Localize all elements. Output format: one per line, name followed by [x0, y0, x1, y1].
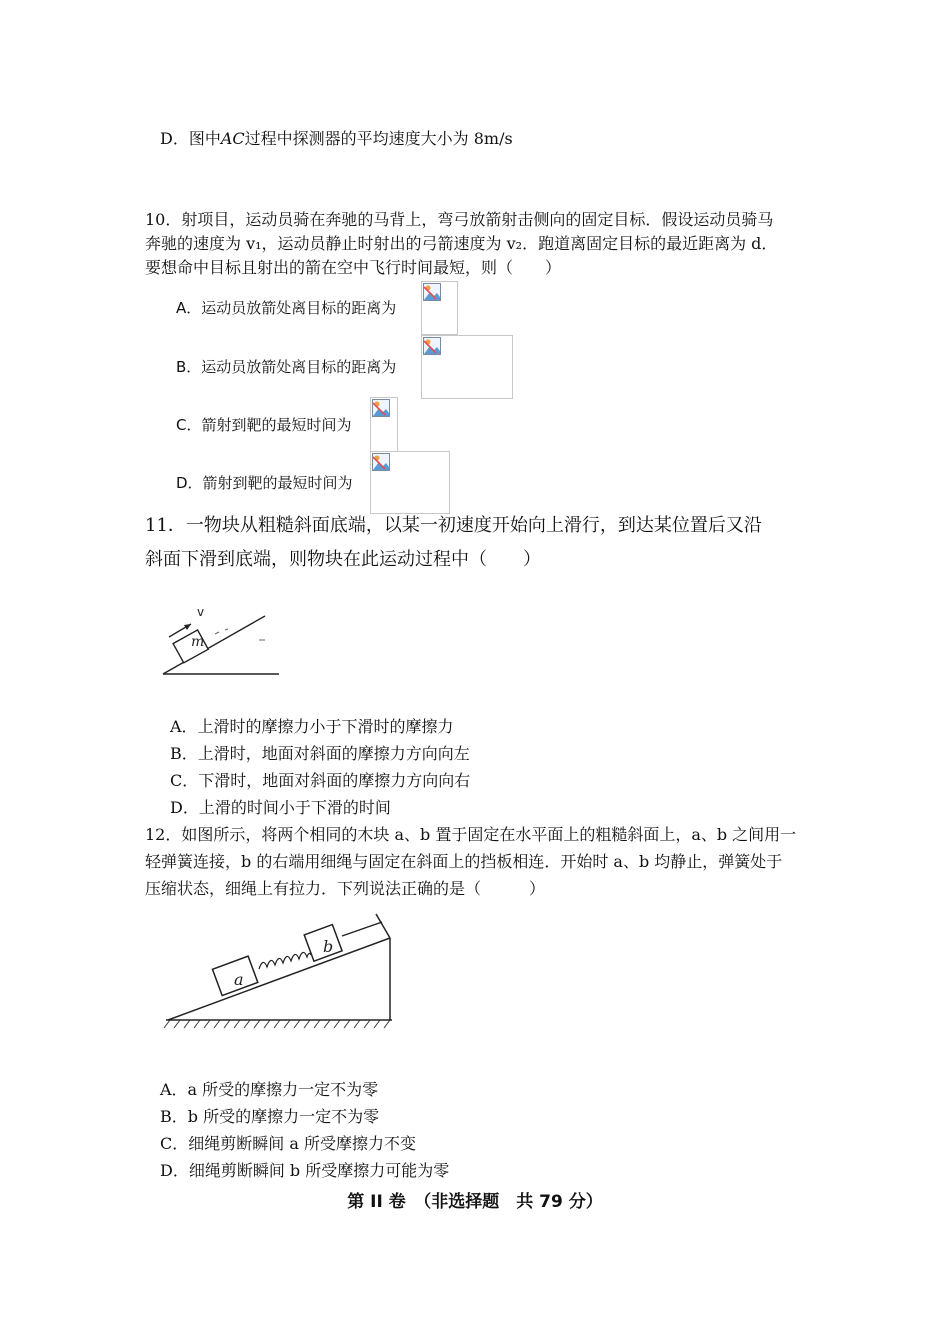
- broken-image-icon: [423, 337, 441, 355]
- section-heading: 第 II 卷 （非选择题 共 79 分）: [347, 1192, 603, 1212]
- q11-stem-line-2: 斜面下滑到底端，则物块在此运动过程中（ ）: [145, 549, 541, 570]
- q11-option-d: D．上滑的时间小于下滑的时间: [170, 798, 391, 817]
- block-m-label: m: [191, 634, 205, 650]
- incline-surface: [168, 938, 390, 1020]
- q11-stem-line-1: 11．一物块从粗糙斜面底端，以某一初速度开始向上滑行，到达某位置后又沿: [145, 515, 762, 536]
- q11-option-c: C．下滑时，地面对斜面的摩擦力方向向右: [170, 771, 471, 790]
- q12-incline-figure: [160, 910, 400, 1035]
- q12-stem-line-3: 压缩状态，细绳上有拉力．下列说法正确的是（ ）: [145, 879, 546, 898]
- spring: [259, 952, 311, 969]
- broken-image-icon: [372, 399, 390, 417]
- q11-option-a: A．上滑时的摩擦力小于下滑时的摩擦力: [170, 717, 454, 736]
- stopper-plate: [376, 914, 390, 938]
- q10-stem-line-1: 10．射项目，运动员骑在奔驰的马背上，弯弓放箭射击侧向的固定目标．假设运动员骑马: [145, 210, 774, 229]
- q11-incline-figure: [155, 600, 285, 680]
- string-rope: [342, 922, 382, 936]
- broken-image-icon: [423, 283, 441, 301]
- velocity-label: v: [197, 605, 205, 619]
- q10-option-b-image: [421, 335, 513, 399]
- q10-option-d: D．箭射到靶的最短时间为: [176, 474, 353, 492]
- q12-option-b: B．b 所受的摩擦力一定不为零: [160, 1107, 380, 1126]
- q10-option-d-image: [370, 451, 450, 514]
- q10-option-a: A．运动员放箭处离目标的距离为: [176, 299, 397, 317]
- q10-option-c-image: [370, 397, 398, 453]
- q10-option-b: B．运动员放箭处离目标的距离为: [176, 358, 397, 376]
- q12-stem-line-2: 轻弹簧连接，b 的右端用细绳与固定在斜面上的挡板相连．开始时 a、b 均静止，弹簧处于: [145, 852, 783, 871]
- q10-option-a-image: [421, 281, 458, 335]
- q12-stem-line-1: 12．如图所示，将两个相同的木块 a、b 置于固定在水平面上的粗糙斜面上，a、b 之间用一: [145, 825, 797, 844]
- q10-stem-line-2: 奔驰的速度为 v₁，运动员静止时射出的弓箭速度为 v₂．跑道离固定目标的最近距离为 d．: [145, 234, 778, 253]
- q11-option-b: B．上滑时，地面对斜面的摩擦力方向向左: [170, 744, 470, 763]
- q9-option-d: D．图中AC过程中探测器的平均速度大小为 8m/s: [160, 129, 513, 148]
- broken-image-icon: [372, 453, 390, 471]
- q12-option-d: D．细绳剪断瞬间 b 所受摩擦力可能为零: [160, 1161, 450, 1180]
- q10-option-c: C．箭射到靶的最短时间为: [176, 416, 352, 434]
- block-a-label: a: [234, 970, 244, 989]
- ground-hatching: [164, 1020, 390, 1028]
- q10-stem-line-3: 要想命中目标且射出的箭在空中飞行时间最短，则（ ）: [145, 258, 562, 277]
- block-b-label: b: [323, 937, 334, 956]
- q12-option-c: C．细绳剪断瞬间 a 所受摩擦力不变: [160, 1134, 416, 1153]
- q12-option-a: A．a 所受的摩擦力一定不为零: [160, 1080, 379, 1099]
